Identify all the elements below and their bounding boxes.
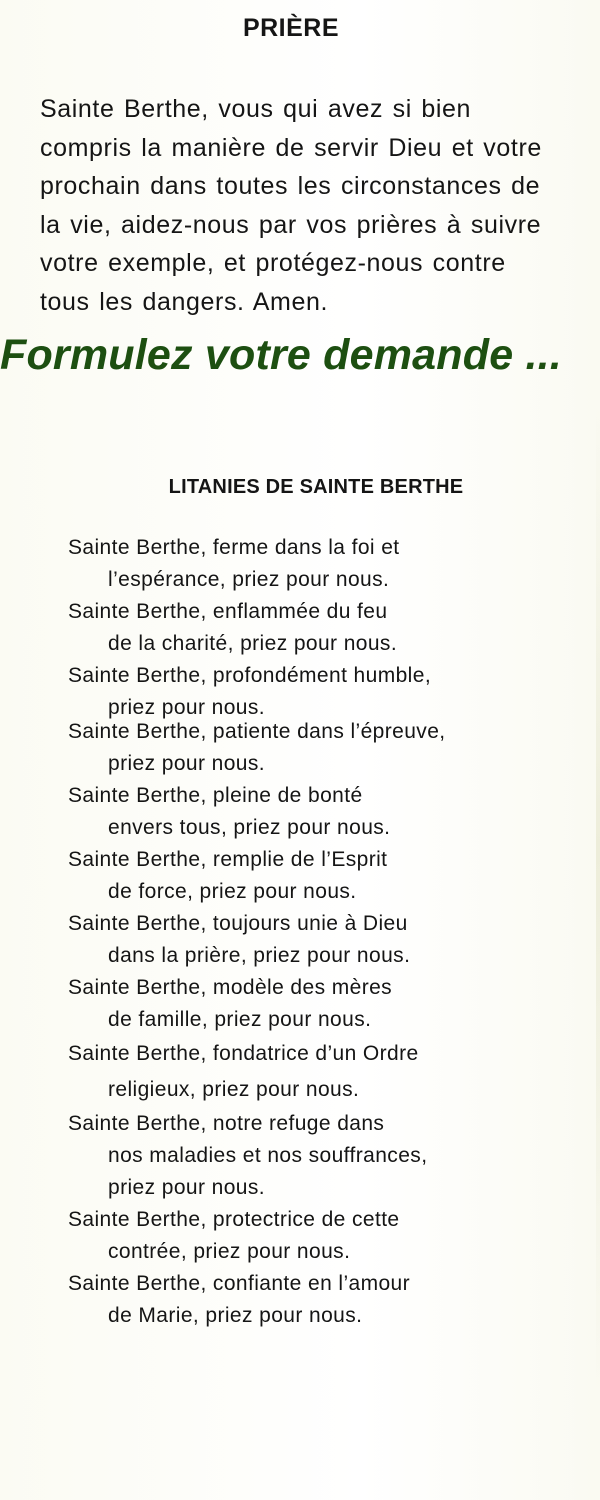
litany-line: priez pour nous. — [108, 1176, 265, 1199]
litany-line: Sainte Berthe, notre refuge dans — [68, 1112, 385, 1135]
litany-line: Sainte Berthe, profondément humble, — [68, 664, 432, 687]
litany-line: l’espérance, priez pour nous. — [108, 568, 390, 591]
litany-line: Sainte Berthe, fondatrice d’un Ordre — [68, 1042, 419, 1065]
litany-line: Sainte Berthe, remplie de l’Esprit — [68, 848, 388, 871]
litany-line: Sainte Berthe, patiente dans l’épreuve, — [68, 720, 446, 743]
litany-line: religieux, priez pour nous. — [108, 1078, 360, 1101]
request-heading: Formulez votre demande ... — [0, 331, 562, 379]
prayer-title: PRIÈRE — [242, 14, 340, 42]
litany-line: contrée, priez pour nous. — [108, 1240, 351, 1263]
litany-line: dans la prière, priez pour nous. — [108, 944, 411, 967]
litany-line: Sainte Berthe, protectrice de cette — [68, 1208, 400, 1231]
litany-line: de la charité, priez pour nous. — [108, 632, 398, 655]
litanies-title: LITANIES DE SAINTE BERTHE — [168, 476, 464, 498]
litany-line: de force, priez pour nous. — [108, 880, 357, 903]
litany-line: Sainte Berthe, modèle des mères — [68, 976, 393, 999]
prayer-line: prochain dans toutes les circonstances de — [40, 172, 541, 200]
prayer-line: tous les dangers. Amen. — [40, 287, 329, 316]
litany-line: envers tous, priez pour nous. — [108, 816, 391, 839]
litany-line: de famille, priez pour nous. — [108, 1008, 372, 1031]
litany-line: priez pour nous. — [108, 696, 265, 719]
litany-line: Sainte Berthe, enflammée du feu — [68, 600, 388, 623]
prayer-text — [10, 90, 580, 321]
litany-line: de Marie, priez pour nous. — [108, 1304, 363, 1327]
paper-edge-shadow — [596, 400, 600, 1400]
prayer-line: la vie, aidez-nous par vos prières à suivre — [40, 210, 542, 239]
litany-line: nos maladies et nos souffrances, — [108, 1144, 428, 1167]
litany-line: Sainte Berthe, pleine de bonté — [68, 784, 363, 807]
prayer-line: votre exemple, et protégez-nous contre — [40, 249, 506, 277]
litany-line: Sainte Berthe, toujours unie à Dieu — [68, 912, 408, 935]
prayer-line: compris la manière de servir Dieu et votre — [40, 133, 542, 162]
litany-line: Sainte Berthe, ferme dans la foi et — [68, 536, 400, 559]
litany-line: Sainte Berthe, confiante en l’amour — [68, 1272, 411, 1295]
litany-line: priez pour nous. — [108, 752, 265, 775]
prayer-line: Sainte Berthe, vous qui avez si bien — [40, 95, 472, 123]
